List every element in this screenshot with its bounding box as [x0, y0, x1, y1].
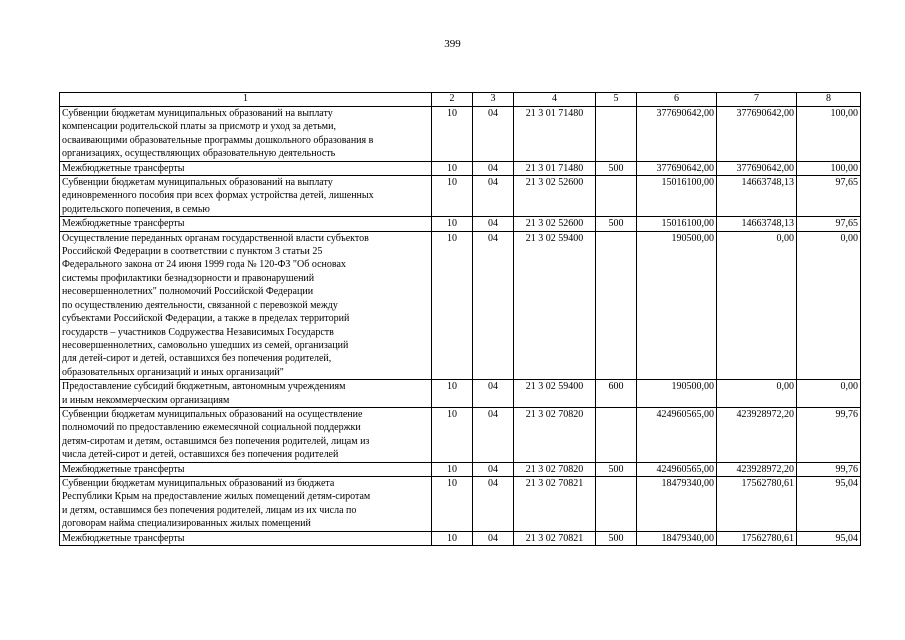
planned-amount: 424960565,00 [637, 462, 717, 476]
execution-percent: 97,65 [797, 217, 861, 231]
expense-type-code: 500 [596, 531, 637, 545]
executed-amount: 17562780,61 [717, 476, 797, 531]
expense-type-code: 600 [596, 380, 637, 408]
section-code: 10 [432, 531, 473, 545]
expense-type-code [596, 231, 637, 379]
header-row [60, 93, 861, 107]
budget-table [59, 92, 861, 546]
row-description: Межбюджетные трансферты [60, 462, 432, 476]
executed-amount: 14663748,13 [717, 217, 797, 231]
row-description: Межбюджетные трансферты [60, 531, 432, 545]
subsection-code: 04 [473, 531, 514, 545]
planned-amount: 377690642,00 [637, 161, 717, 175]
row-description: Межбюджетные трансферты [60, 217, 432, 231]
row-description: Межбюджетные трансферты [60, 161, 432, 175]
planned-amount: 18479340,00 [637, 531, 717, 545]
row-description: Субвенции бюджетам муниципальных образований из бюджета Республики Крым на предоставление жилых помещений детям-сиротам и детям, оставшимся без попечения родителей, лицам из их числа по договорам найма специализированных жилых помещений [60, 476, 432, 531]
execution-percent: 0,00 [797, 231, 861, 379]
subsection-code: 04 [473, 217, 514, 231]
execution-percent: 100,00 [797, 161, 861, 175]
section-code: 10 [432, 462, 473, 476]
executed-amount: 377690642,00 [717, 107, 797, 162]
column-header: 6 [637, 93, 717, 107]
executed-amount: 0,00 [717, 380, 797, 408]
table-row [60, 161, 861, 175]
expense-type-code [596, 107, 637, 162]
row-description: Субвенции бюджетам муниципальных образований на выплату единовременного пособия при всех формах устройства детей, лишенных родительского попечения, в семью [60, 176, 432, 217]
column-header: 7 [717, 93, 797, 107]
target-article-code: 21 3 02 52600 [514, 176, 596, 217]
section-code: 10 [432, 161, 473, 175]
planned-amount: 424960565,00 [637, 407, 717, 462]
column-header: 3 [473, 93, 514, 107]
target-article-code: 21 3 02 70820 [514, 462, 596, 476]
target-article-code: 21 3 02 70821 [514, 476, 596, 531]
expense-type-code [596, 476, 637, 531]
execution-percent: 100,00 [797, 107, 861, 162]
table-row [60, 531, 861, 545]
table-row [60, 217, 861, 231]
target-article-code: 21 3 02 59400 [514, 231, 596, 379]
column-header: 8 [797, 93, 861, 107]
planned-amount: 377690642,00 [637, 107, 717, 162]
table-row [60, 231, 861, 379]
expense-type-code [596, 176, 637, 217]
execution-percent: 0,00 [797, 380, 861, 408]
table-row [60, 176, 861, 217]
section-code: 10 [432, 176, 473, 217]
target-article-code: 21 3 02 70820 [514, 407, 596, 462]
table-row [60, 380, 861, 408]
section-code: 10 [432, 476, 473, 531]
expense-type-code [596, 407, 637, 462]
target-article-code: 21 3 02 52600 [514, 217, 596, 231]
planned-amount: 18479340,00 [637, 476, 717, 531]
subsection-code: 04 [473, 407, 514, 462]
section-code: 10 [432, 407, 473, 462]
execution-percent: 95,04 [797, 476, 861, 531]
column-header: 2 [432, 93, 473, 107]
execution-percent: 99,76 [797, 462, 861, 476]
target-article-code: 21 3 01 71480 [514, 107, 596, 162]
execution-percent: 97,65 [797, 176, 861, 217]
subsection-code: 04 [473, 176, 514, 217]
expense-type-code: 500 [596, 462, 637, 476]
expense-type-code: 500 [596, 161, 637, 175]
section-code: 10 [432, 217, 473, 231]
planned-amount: 15016100,00 [637, 217, 717, 231]
section-code: 10 [432, 380, 473, 408]
execution-percent: 95,04 [797, 531, 861, 545]
row-description: Субвенции бюджетам муниципальных образований на выплату компенсации родительской платы за присмотр и уход за детьми, осваивающими образовательные программы дошкольного образования в организациях, осуществляющих образовательную деятельность [60, 107, 432, 162]
column-header: 1 [60, 93, 432, 107]
expense-type-code: 500 [596, 217, 637, 231]
executed-amount: 17562780,61 [717, 531, 797, 545]
planned-amount: 190500,00 [637, 231, 717, 379]
target-article-code: 21 3 02 70821 [514, 531, 596, 545]
subsection-code: 04 [473, 476, 514, 531]
subsection-code: 04 [473, 107, 514, 162]
table-row [60, 462, 861, 476]
subsection-code: 04 [473, 462, 514, 476]
executed-amount: 0,00 [717, 231, 797, 379]
table-row [60, 476, 861, 531]
executed-amount: 423928972,20 [717, 462, 797, 476]
planned-amount: 190500,00 [637, 380, 717, 408]
row-description: Осуществление переданных органам государственной власти субъектов Российской Федерации в соответствии с пунктом 3 статьи 25 Федерального закона от 24 июня 1999 года № 120-ФЗ "Об основах системы профилактики безнадзорности и правонарушений несовершеннолетних" полномочий Российской Федерации по осуществлению деятельности, связанной с перевозкой между субъектами Российской Федерации, а также в пределах территорий государств – участников Содружества Независимых Государств несовершеннолетних, самовольно ушедших из семей, организаций для детей-сирот и детей, оставшихся без попечения родителей, образовательных организаций и иных организаций" [60, 231, 432, 379]
executed-amount: 377690642,00 [717, 161, 797, 175]
section-code: 10 [432, 107, 473, 162]
table-row [60, 107, 861, 162]
execution-percent: 99,76 [797, 407, 861, 462]
table-row [60, 407, 861, 462]
subsection-code: 04 [473, 231, 514, 379]
row-description: Предоставление субсидий бюджетным, автономным учреждениям и иным некоммерческим организациям [60, 380, 432, 408]
target-article-code: 21 3 01 71480 [514, 161, 596, 175]
subsection-code: 04 [473, 380, 514, 408]
planned-amount: 15016100,00 [637, 176, 717, 217]
column-header: 5 [596, 93, 637, 107]
row-description: Субвенции бюджетам муниципальных образований на осуществление полномочий по предоставлению ежемесячной социальной поддержки детям-сиротам и детям, оставшимся без попечения родителей, лицам из числа детей-сирот и детей, оставшихся без попечения родителей [60, 407, 432, 462]
column-header: 4 [514, 93, 596, 107]
subsection-code: 04 [473, 161, 514, 175]
section-code: 10 [432, 231, 473, 379]
target-article-code: 21 3 02 59400 [514, 380, 596, 408]
page-number: 399 [444, 38, 461, 50]
executed-amount: 423928972,20 [717, 407, 797, 462]
executed-amount: 14663748,13 [717, 176, 797, 217]
